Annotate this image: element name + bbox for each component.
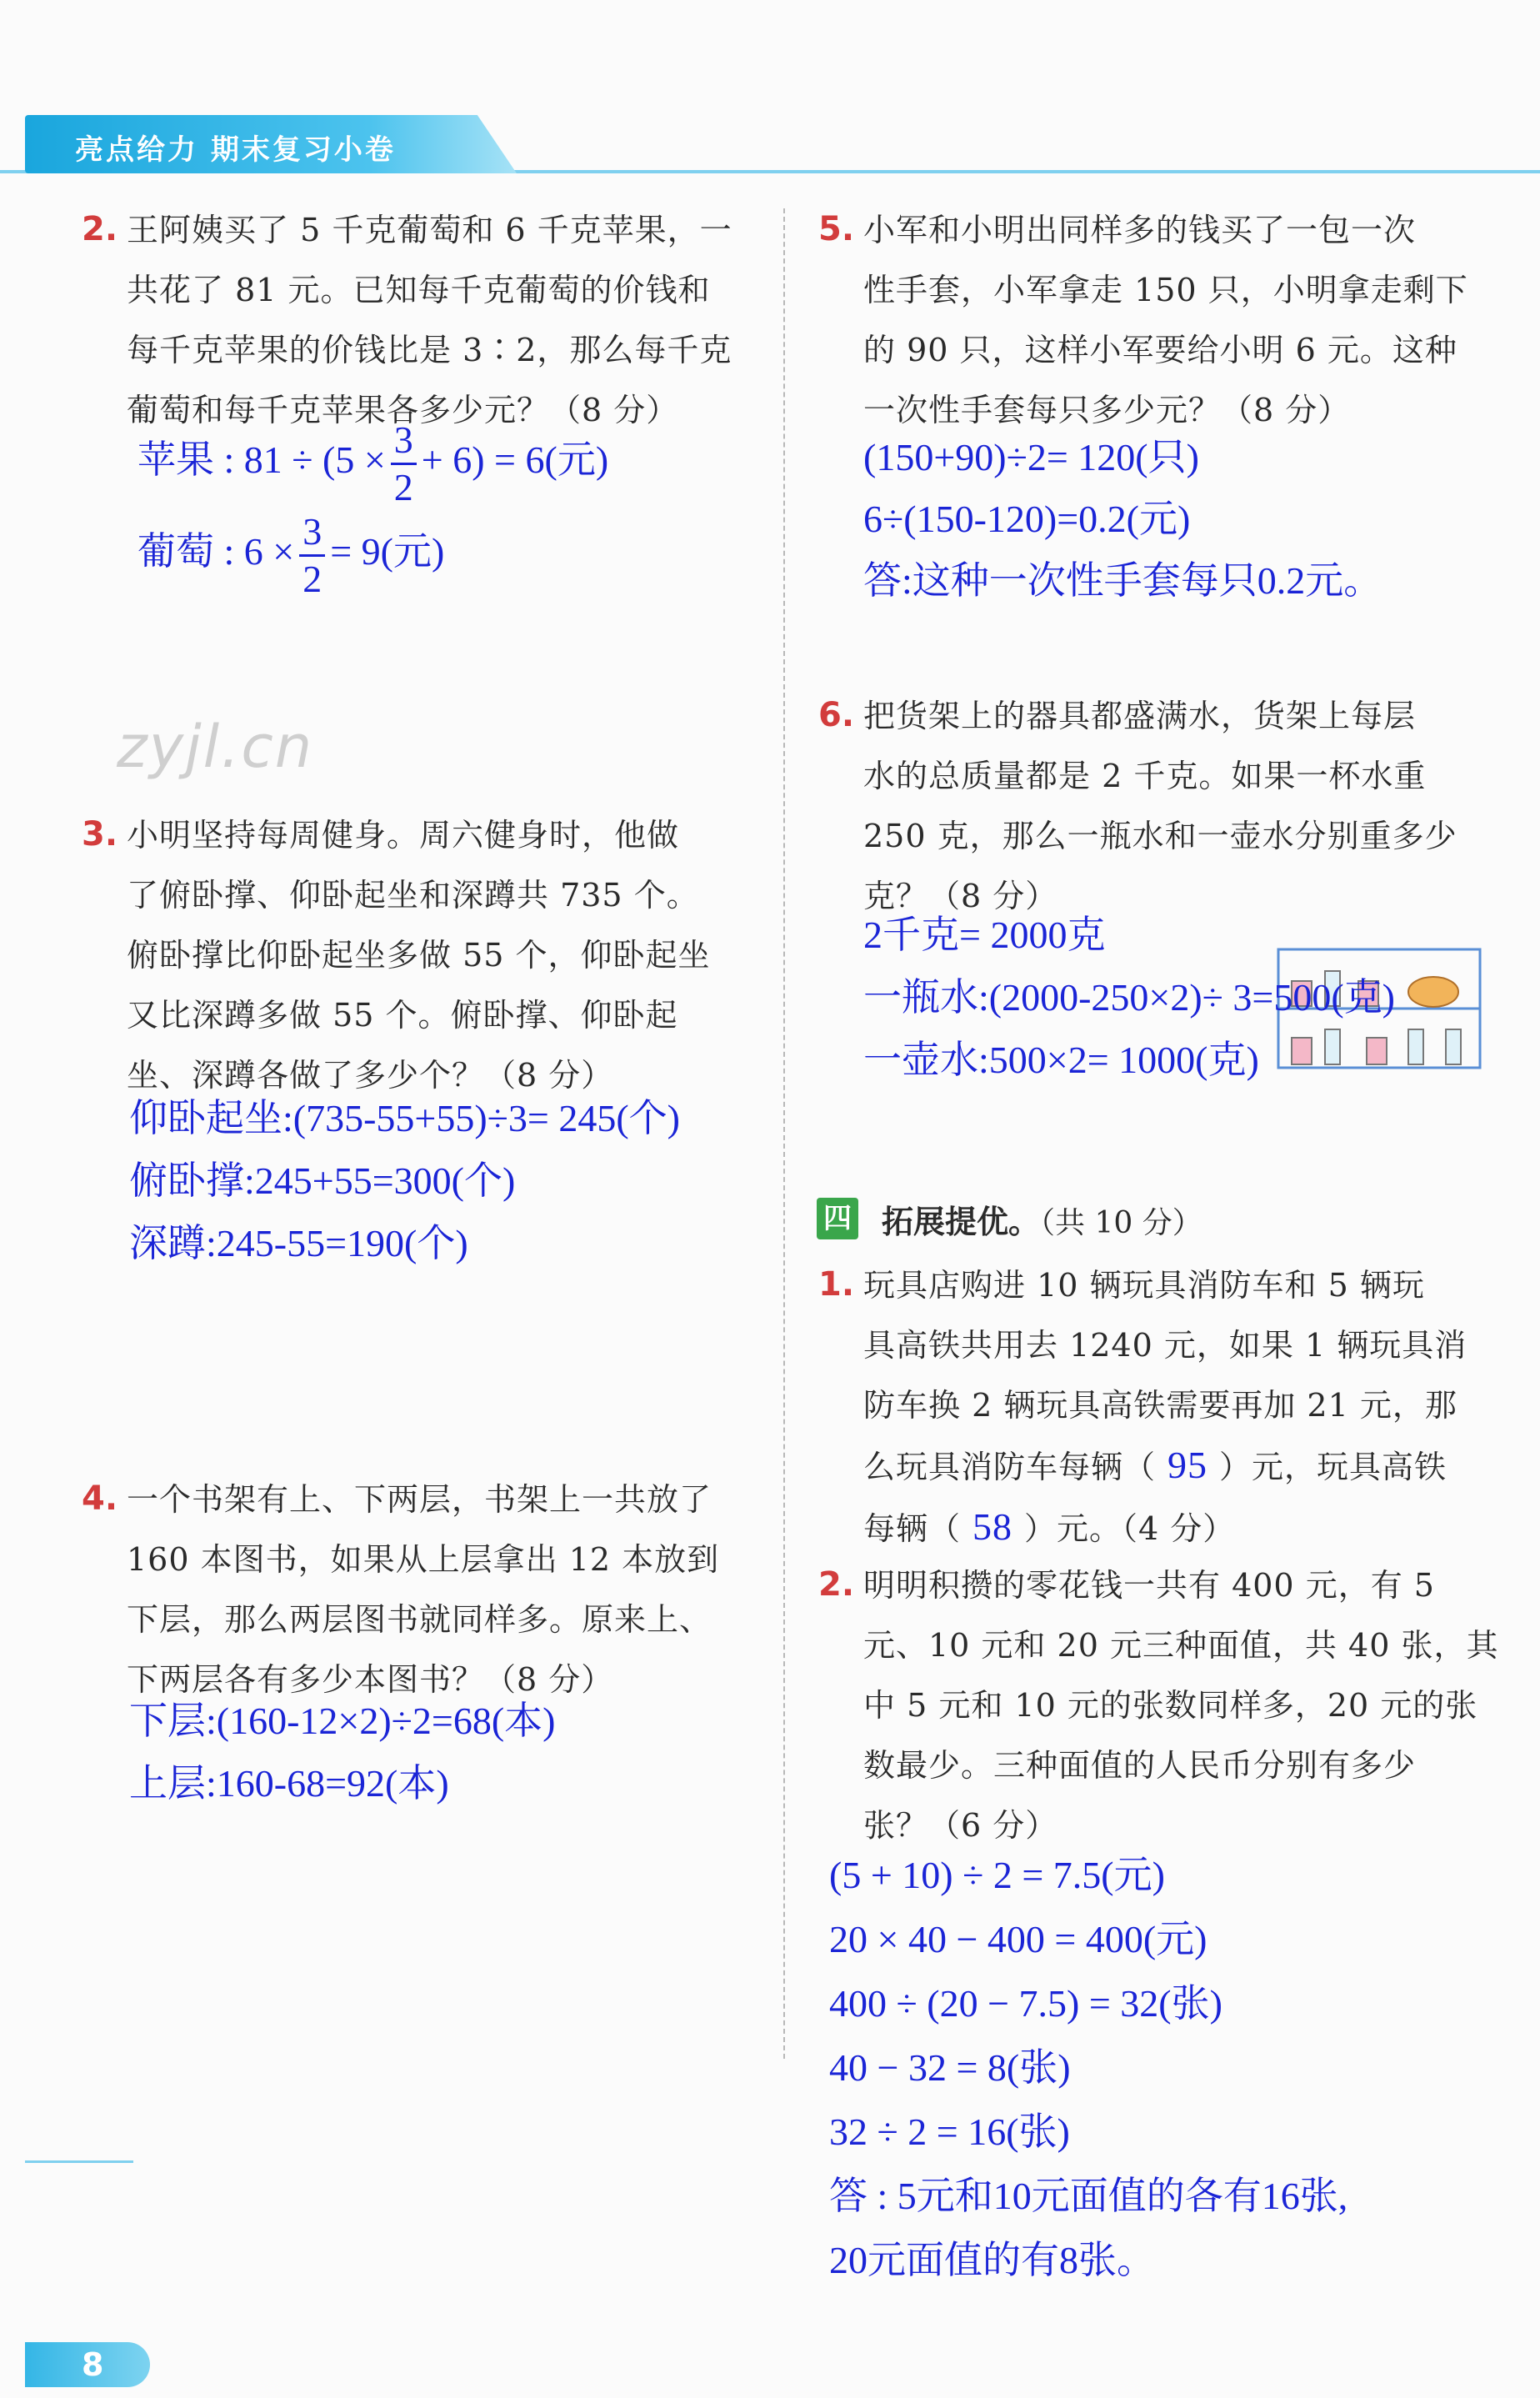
answer-text: + 6) = 6(元) bbox=[421, 438, 609, 482]
answer-blank: 95 bbox=[1168, 1444, 1208, 1486]
answer-text: 苹果 : 81 ÷ (5 × bbox=[138, 438, 386, 482]
q4-line: 下层，那么两层图书就同样多。原来上、 bbox=[127, 1601, 712, 1638]
page-number-tab bbox=[25, 2342, 150, 2387]
s4q2-line: 张？（6 分） bbox=[863, 1807, 1058, 1844]
q4-text bbox=[127, 1469, 760, 1710]
q2-number: 2. bbox=[82, 210, 118, 248]
q5-answer-total: (150+90)÷2= 120(只) bbox=[863, 436, 1199, 478]
q6-line: 250 克，那么一瓶水和一壶水分别重多少 bbox=[863, 818, 1458, 854]
q3-line: 坐、深蹲各做了多少个？（8 分） bbox=[127, 1057, 614, 1094]
text-segment: ）元，玩具高铁 bbox=[1219, 1449, 1448, 1485]
fraction-denominator: 2 bbox=[393, 466, 413, 508]
s4q1-line: 防车换 2 辆玩具高铁需要再加 21 元，那 bbox=[863, 1387, 1458, 1424]
q5-answer-final: 答:这种一次性手套每只0.2元。 bbox=[863, 559, 1382, 602]
text-segment: 每辆（ bbox=[863, 1510, 962, 1547]
section4-title-text: 拓展提优。 bbox=[882, 1204, 1041, 1240]
q5-line: 的 90 只，这样小军要给小明 6 元。这种 bbox=[863, 332, 1458, 368]
s4q2-line: 元、10 元和 20 元三种面值，共 40 张，其 bbox=[863, 1627, 1499, 1664]
q3-answer-squats: 深蹲:245-55=190(个) bbox=[129, 1222, 468, 1264]
answer-text: = 9(元) bbox=[330, 530, 445, 573]
s4q2-answer-5: 32 ÷ 2 = 16(张) bbox=[829, 2110, 1070, 2153]
q4-line: 160 本图书，如果从上层拿出 12 本放到 bbox=[127, 1541, 720, 1578]
page-number: 8 bbox=[82, 2346, 104, 2383]
q2-line: 每千克苹果的价钱比是 3∶2，那么每千克 bbox=[127, 332, 732, 368]
header-title: 亮点给力 期末复习小卷 bbox=[75, 133, 396, 167]
q5-line: 一次性手套每只多少元？（8 分） bbox=[863, 392, 1351, 428]
q6-line: 把货架上的器具都盛满水，货架上每层 bbox=[863, 698, 1417, 734]
s4q2-answer-1: (5 + 10) ÷ 2 = 7.5(元) bbox=[829, 1854, 1165, 1896]
q6-answer-convert: 2千克= 2000克 bbox=[863, 914, 1106, 956]
fraction-numerator: 3 bbox=[299, 513, 325, 557]
q3-line: 又比深蹲多做 55 个。俯卧撑、仰卧起 bbox=[127, 997, 678, 1034]
section4-title bbox=[882, 1196, 1202, 1242]
q6-text bbox=[863, 686, 1513, 926]
q4-line: 下两层各有多少本图书？（8 分） bbox=[127, 1661, 614, 1698]
q6-line: 克？（8 分） bbox=[863, 878, 1058, 914]
section4-badge: 四 bbox=[817, 1198, 858, 1239]
s4q2-line: 明明积攒的零花钱一共有 400 元，有 5 bbox=[863, 1567, 1435, 1604]
q2-answer-grape bbox=[138, 510, 445, 600]
answer-text: 葡萄 : 6 × bbox=[138, 530, 295, 573]
fraction bbox=[391, 418, 417, 508]
q4-answer-lower: 下层:(160-12×2)÷2=68(本) bbox=[129, 1700, 556, 1742]
q2-text bbox=[127, 200, 760, 440]
q4-number: 4. bbox=[82, 1479, 118, 1518]
q5-text bbox=[863, 200, 1513, 440]
s4q1-line: 具高铁共用去 1240 元，如果 1 辆玩具消 bbox=[863, 1327, 1468, 1364]
footer-rule bbox=[25, 2160, 133, 2163]
fraction bbox=[299, 510, 325, 600]
section4-score: （共 10 分） bbox=[1040, 1206, 1202, 1240]
q3-answer-pushups: 俯卧撑:245+55=300(个) bbox=[129, 1159, 516, 1202]
answer-blank: 58 bbox=[972, 1505, 1013, 1548]
q3-number: 3. bbox=[82, 815, 118, 854]
text-segment: 么玩具消防车每辆（ bbox=[863, 1449, 1157, 1485]
q5-line: 小军和小明出同样多的钱买了一包一次 bbox=[863, 212, 1417, 248]
q4-line: 一个书架有上、下两层，书架上一共放了 bbox=[127, 1481, 712, 1518]
q3-line: 小明坚持每周健身。周六健身时，他做 bbox=[127, 817, 680, 854]
s4q1-line bbox=[863, 1435, 1513, 1497]
watermark: zyjl.cn bbox=[117, 713, 314, 781]
q3-line: 了俯卧撑、仰卧起坐和深蹲共 735 个。 bbox=[127, 877, 699, 914]
q5-number: 5. bbox=[818, 210, 855, 248]
s4q1-line bbox=[863, 1497, 1513, 1559]
q6-line: 水的总质量都是 2 千克。如果一杯水重 bbox=[863, 758, 1427, 794]
column-divider bbox=[783, 208, 785, 2059]
fraction-denominator: 2 bbox=[302, 558, 322, 600]
q5-line: 性手套，小军拿走 150 只，小明拿走剩下 bbox=[863, 272, 1468, 308]
q6-answer-bottle: 一瓶水:(2000-250×2)÷ 3=500(克) bbox=[863, 976, 1396, 1019]
s4q2-text bbox=[863, 1555, 1513, 1855]
s4q2-line: 中 5 元和 10 元的张数同样多，20 元的张 bbox=[863, 1687, 1478, 1724]
s4q1-line: 玩具店购进 10 辆玩具消防车和 5 辆玩 bbox=[863, 1267, 1425, 1304]
s4q2-answer-3: 400 ÷ (20 − 7.5) = 32(张) bbox=[829, 1982, 1222, 2025]
s4q2-answer-7: 20元面值的有8张。 bbox=[829, 2239, 1155, 2281]
q4-answer-upper: 上层:160-68=92(本) bbox=[129, 1762, 449, 1805]
q3-line: 俯卧撑比仰卧起坐多做 55 个，仰卧起坐 bbox=[127, 937, 711, 974]
s4q1-text bbox=[863, 1255, 1513, 1559]
q6-number: 6. bbox=[818, 696, 855, 734]
s4q2-answer-6: 答 : 5元和10元面值的各有16张, bbox=[829, 2175, 1348, 2217]
fraction-numerator: 3 bbox=[391, 421, 417, 465]
s4q2-answer-2: 20 × 40 − 400 = 400(元) bbox=[829, 1918, 1208, 1960]
q3-text bbox=[127, 805, 760, 1105]
text-segment: ）元。（4 分） bbox=[1024, 1510, 1236, 1547]
q2-line: 葡萄和每千克苹果各多少元？（8 分） bbox=[127, 392, 679, 428]
s4q2-line: 数最少。三种面值的人民币分别有多少 bbox=[863, 1747, 1417, 1784]
q2-answer-apple bbox=[138, 418, 609, 508]
q3-answer-situps: 仰卧起坐:(735-55+55)÷3= 245(个) bbox=[129, 1097, 681, 1139]
s4q2-number: 2. bbox=[818, 1565, 855, 1604]
q2-line: 王阿姨买了 5 千克葡萄和 6 千克苹果，一 bbox=[127, 212, 732, 248]
s4q2-answer-4: 40 − 32 = 8(张) bbox=[829, 2046, 1071, 2089]
q2-line: 共花了 81 元。已知每千克葡萄的价钱和 bbox=[127, 272, 711, 308]
q6-answer-kettle: 一壶水:500×2= 1000(克) bbox=[863, 1039, 1259, 1081]
s4q1-number: 1. bbox=[818, 1265, 855, 1304]
q5-answer-price: 6÷(150-120)=0.2(元) bbox=[863, 498, 1191, 540]
